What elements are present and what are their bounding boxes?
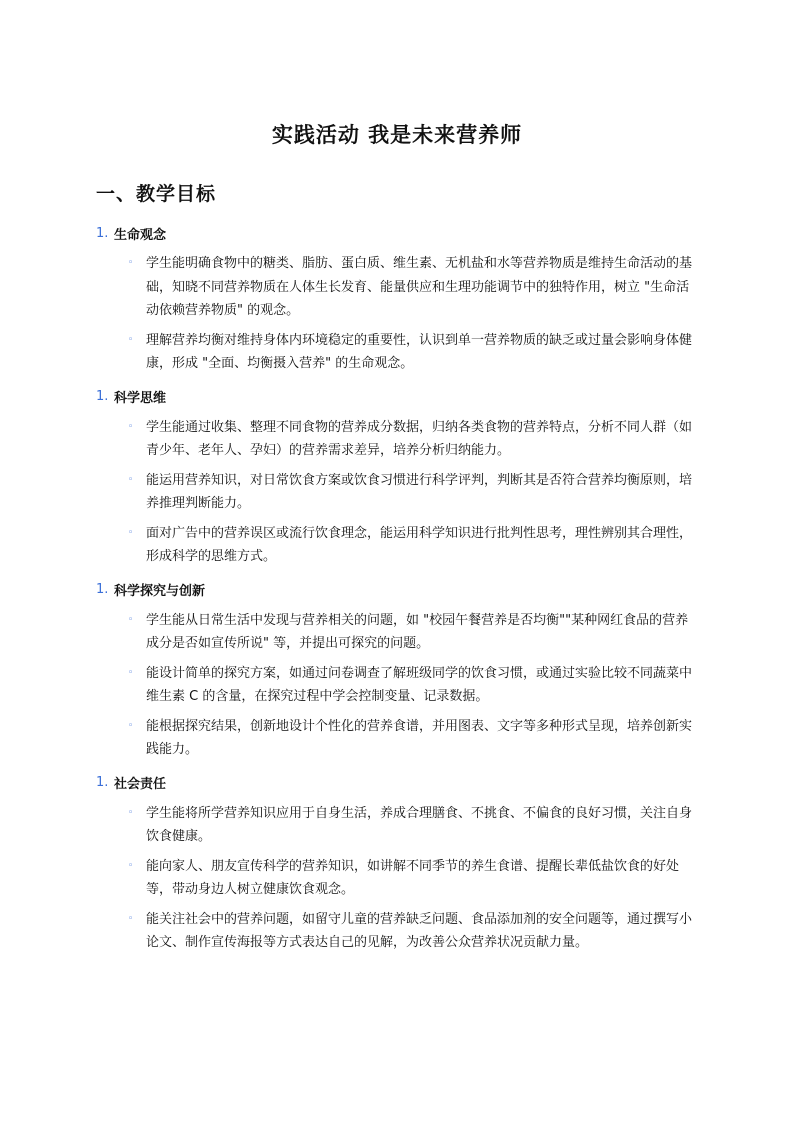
bullet-circle-icon: ◦ [128,720,134,731]
list-item-text: 能向家人、朋友宣传科学的营养知识，如讲解不同季节的养生食谱、提醒长辈低盐饮食的好处等，带动身边人树立健康饮食观念。 [146,858,680,897]
objectives-list [96,220,698,955]
list-item [128,802,698,849]
list-item [128,469,698,516]
objective-group-label: 科学思维 [114,391,167,406]
list-item-text: 能运用营养知识，对日常饮食方案或饮食习惯进行科学评判，判断其是否符合营养均衡原则，培养推理判断能力。 [146,472,693,511]
bullet-list [96,802,698,955]
bullet-circle-icon: ◦ [128,527,134,538]
bullet-circle-icon: ◦ [128,860,134,871]
list-item-text: 理解营养均衡对维持身体内环境稳定的重要性，认识到单一营养物质的缺乏或过量会影响身体健康，形成 "全面、均衡摄入营养" 的生命观念。 [146,332,693,371]
list-number: 1. [96,389,109,404]
list-item-text: 能关注社会中的营养问题，如留守儿童的营养缺乏问题、食品添加剂的安全问题等，通过撰写小论文、制作宣传海报等方式表达自己的见解，为改善公众营养状况贡献力量。 [146,911,693,950]
bullet-circle-icon: ◦ [128,913,134,924]
bullet-circle-icon: ◦ [128,474,134,485]
objective-group-heading [96,770,698,796]
objective-group [96,577,698,762]
bullet-circle-icon: ◦ [128,334,134,345]
bullet-circle-icon: ◦ [128,421,134,432]
list-item [128,522,698,569]
list-item-text: 面对广告中的营养误区或流行饮食理念，能运用科学知识进行批判性思考，理性辨别其合理性，形成科学的思维方式。 [146,525,693,564]
bullet-circle-icon: ◦ [128,614,134,625]
bullet-list [96,609,698,762]
objective-group-heading [96,384,698,410]
list-item-text: 学生能明确食物中的糖类、脂肪、蛋白质、维生素、无机盐和水等营养物质是维持生命活动的基础，知晓不同营养物质在人体生长发育、能量供应和生理功能调节中的独特作用，树立 "生命活动依赖营养物质" 的观念。 [146,256,693,318]
objective-group [96,770,698,955]
list-item [128,855,698,902]
objective-group-heading [96,220,698,246]
list-item [128,252,698,323]
bullet-circle-icon: ◦ [128,807,134,818]
list-item-text: 学生能从日常生活中发现与营养相关的问题，如 "校园午餐营养是否均衡""某种网红食品的营养成分是否如宣传所说" 等，并提出可探究的问题。 [146,612,689,651]
section-heading: 一、教学目标 [96,183,217,205]
list-item [128,609,698,656]
list-item-text: 能设计简单的探究方案，如通过问卷调查了解班级同学的饮食习惯，或通过实验比较不同蔬菜中维生素 C 的含量，在探究过程中学会控制变量、记录数据。 [146,665,693,704]
list-item [128,329,698,376]
list-item [128,416,698,463]
bullet-circle-icon: ◦ [128,667,134,678]
list-number: 1. [96,582,109,597]
objective-group-label: 社会责任 [114,777,167,792]
bullet-list [96,252,698,376]
page-title: 实践活动 我是未来营养师 [271,123,523,147]
objective-group-heading [96,577,698,603]
list-number: 1. [96,225,109,241]
objective-group [96,384,698,569]
list-item [128,908,698,955]
bullet-circle-icon: ◦ [128,258,134,268]
list-item-text: 学生能将所学营养知识应用于自身生活，养成合理膳食、不挑食、不偏食的良好习惯，关注自身饮食健康。 [146,805,693,844]
list-item-text: 能根据探究结果，创新地设计个性化的营养食谱，并用图表、文字等多种形式呈现，培养创新实践能力。 [146,718,693,757]
list-item-text: 学生能通过收集、整理不同食物的营养成分数据，归纳各类食物的营养特点，分析不同人群（如青少年、老年人、孕妇）的营养需求差异，培养分析归纳能力。 [146,419,693,458]
objective-group [96,220,698,376]
list-item [128,715,698,762]
bullet-list [96,416,698,569]
objective-group-label: 生命观念 [114,227,167,243]
list-item [128,662,698,709]
objective-group-label: 科学探究与创新 [114,584,206,599]
list-number: 1. [96,775,109,790]
